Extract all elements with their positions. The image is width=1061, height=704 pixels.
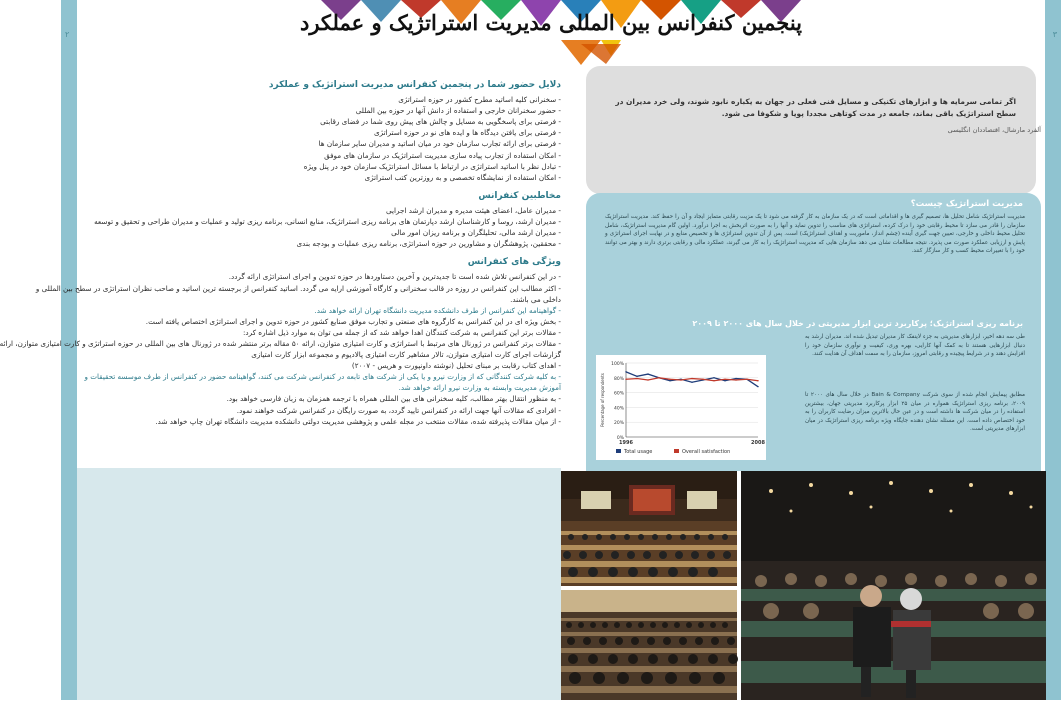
y-tick-label: 0% (616, 436, 624, 441)
section-heading: ویژگی های کنفرانس (467, 257, 561, 268)
legend-label: Total usage (624, 449, 653, 455)
series-1-point (757, 386, 758, 387)
list-item: داخلی می باشند. (510, 294, 561, 304)
list-item: - سخنرانی کلیه اساتید مطرح کشور در حوزه استراتژی (398, 95, 561, 105)
info-body: مدیریت استراتژیک شامل تحلیل ها، تصمیم گیری ها و اقداماتی است که در یک سازمان به کار گرفته می شود تا یک مزیت رقابتی متمایز ایجاد و آن را حفظ کند. مدیریت استراتژیک سازمان را قادر می سازد تا محیط رقابتی خود را درک کرده، استراتژی های مناسب را تدوین نماید و آنها را به صورت اثربخش به اجرا درآورد. اولین گام مدیریت استراتژیک، شامل تحلیل محیط داخلی و خارجی، تعیین جهت گیری آینده (چشم انداز، ماموریت و اهداف استراتژیک) است. پس از آن تدوین استراتژی ها و تخصیص منابع و در نهایت اجرای استراتژی و پایش و ارزیابی عملکرد صورت می پذیرد. نتیجه مطالعات نشان می دهد سازمان هایی که مدیریت استراتژیک را به کار می گیرند، عملکرد مالی و رقابتی برتری دارند و بهتر می توانند خود را با تغییرات محیط کسب و کار سازگار کنند. (605, 214, 1025, 255)
y-tick-label: 20% (613, 421, 624, 427)
list-item: - به منظور انتقال بهتر مطالب، کلیه سخنرانی های بین المللی همراه با ترجمه همزمان به زبان فارسی خواهد بود. (226, 394, 561, 404)
legend-swatch (616, 449, 621, 453)
list-item: - مدیران ارشد مالی، تحلیلگران و برنامه ریزان امور مالی (391, 228, 561, 238)
series-1-point (724, 380, 725, 381)
page-number-right: ۳ (1052, 30, 1057, 39)
conference-photo-1 (561, 471, 737, 586)
x-tick-label: 2008 (751, 440, 765, 446)
series-1-point (669, 380, 670, 381)
list-item: آموزش مدیریت وابسته به وزارت نیرو ارائه خواهد شد. (398, 383, 561, 393)
y-tick-label: 100% (611, 362, 624, 367)
list-item: - فرصتی برای ارائه تجارب سازمان خود در میان اساتید و مدیران سایر سازمان ها (318, 139, 561, 149)
legend-label: Overall satisfaction (682, 449, 731, 455)
series-2-point (647, 379, 648, 380)
section-features (0, 257, 561, 426)
series-2-point (757, 380, 758, 381)
list-item: - بخش ویژه ای در این کنفرانس به کارگروه های صنعتی و تجارب موفق صنایع کشور در حوزه تدوین و اجرای استراتژی اختصاص یافته است. (145, 316, 561, 326)
info-subtitle: برنامه ریزی استراتژیک؛ پرکاربرد ترین ابزار مدیریتی در خلال سال های ۲۰۰۰ تا ۲۰۰۹ (692, 319, 1023, 328)
series-2-point (669, 379, 670, 380)
info-title: مدیریت استراتژیک چیست؟ (910, 199, 1023, 209)
series-1-point (735, 378, 736, 379)
list-item: - در این کنفرانس تلاش شده است تا جدیدترین و آخرین دستاوردها در حوزه تدوین و اجرای استراتژی ارائه گردد. (228, 272, 561, 282)
list-item: - تبادل نظر با اساتید استراتژی در ارتباط با مسائل استراتژیک سازمان خود در پنل ویژه (303, 161, 561, 171)
right-edge-strip (1045, 0, 1061, 700)
series-2-point (658, 377, 659, 378)
line-chart-panel (596, 355, 766, 460)
series-2-point (702, 379, 703, 380)
list-item: - از میان مقالات پذیرفته شده، مقالات منتخب در مجله علمی و پژوهشی مدیریت دولتی دانشکده مدیریت دانشگاه تهران چاپ خواهد شد. (155, 416, 561, 426)
series-2-point (735, 379, 736, 380)
section-audience (94, 190, 561, 249)
series-1-point (647, 373, 648, 374)
list-item: گزارشات اجرای کارت امتیازی متوازن، تالار مشاهیر کارت امتیازی پالادیوم و مجموعه ابزار کارت امتیازی (251, 350, 561, 360)
left-edge-strip (61, 0, 77, 700)
list-item: - امکان استفاده از نمایشگاه تخصصی و به روزترین کتب استراتژی (364, 172, 561, 182)
series-2-point (713, 380, 714, 381)
quote-text: اگر تمامی سرمایه ها و ابزارهای تکنیکی و مسایل فنی فعلی در جهان به یکباره نابود شوند، ولی خرد مدیران در سطح استراتژیک باقی بماند، جامعه در مدت کوتاهی مجددا پویا و شکوفا می شود. (615, 97, 1016, 118)
list-item: - مدیران عامل، اعضای هیئت مدیره و مدیران ارشد اجرایی (386, 205, 561, 215)
bottom-color-band (77, 468, 561, 700)
conference-photo-3 (741, 471, 1046, 700)
series-2-point (625, 379, 626, 380)
y-tick-label: 80% (613, 376, 624, 382)
series-1-point (625, 371, 626, 372)
page-number-left: ۲ (65, 30, 70, 39)
info-body-third: مطابق پیمایش انجام شده از سوی شرکت Bain & Company در خلال سال های ۲۰۰۰ تا ۲۰۰۹، برنامه ریزی استراتژیک همواره در میان ۲۵ ابزار پرکاربرد مدیریتی جهان، بیشترین استفاده را در میان شرکت ها داشته است و در عین حال بالاترین میزان رضایت کاربران را به خود اختصاص داده است. این مسئله نشان دهنده جایگاه ویژه برنامه ریزی استراتژیک در میان ابزارهای مدیریتی است. (805, 392, 1025, 433)
list-item: - مقالات برتر این کنفرانس به شرکت کنندگان اهدا خواهد شد که از جمله می توان به موارد ذیل اشاره کرد: (243, 327, 561, 337)
list-item: - اهدای کتاب رقابت بر مبنای تحلیل (نوشته داونپورت و هریس - ۲۰۰۷) (351, 361, 561, 371)
series-1-point (691, 382, 692, 383)
list-item: - گواهینامه این کنفرانس از طرف دانشکده مدیریت دانشگاه تهران ارائه خواهد شد. (314, 305, 561, 315)
list-item: - به کلیه شرکت کنندگانی که از وزارت نیرو و یا یکی از شرکت های تابعه در کنفرانس شرکت می کنند، گواهینامه حضور در کنفرانس از طرف موسسه تحقیقات و (84, 372, 561, 382)
section-reasons (179, 80, 561, 183)
list-item: - مدیران ارشد، روسا و کارشناسان ارشد دپارتمان های برنامه ریزی استراتژیک، منابع انسانی، برنامه ریزی تولید و عملیات و مدیران طراحی و تحقیق و توسعه (94, 217, 561, 227)
x-tick-label: 1996 (619, 440, 633, 446)
series-1-point (636, 376, 637, 377)
series-2-point (746, 379, 747, 380)
series-2-point (636, 378, 637, 379)
conference-photo-2 (561, 590, 737, 700)
list-item: - اکثر مطالب این کنفرانس در روزه در قالب سخنرانی و کارگاه آموزشی ارایه می گردد. اساتید کنفرانس از برجسته ترین اساتید و صاحب نظران استراتژی در سطح بین المللی و (35, 283, 561, 293)
series-2-point (691, 378, 692, 379)
section-heading: مخاطبین کنفرانس (478, 190, 561, 201)
quote-author: آلفرد مارشال، اقتصاددان انگلیسی (947, 126, 1041, 134)
list-item: - امکان استفاده از تجارب پیاده سازی مدیریت استراتژیک در سازمان های موفق (324, 150, 561, 160)
y-tick-label: 40% (613, 406, 624, 412)
list-item: - مقالات برتر کنفرانس در ژورنال های مرتبط با استراتژی و کارت امتیازی متوازن، ارائه ۵۰ مقاله برتر منتشر شده در ژورنال های بین المللی در حوزه استراتژی و کارت امتیازی متوازن، ارائه (0, 338, 561, 348)
list-item: - افرادی که مقالات آنها جهت ارائه در کنفرانس تایید گردد، به صورت رایگان در کنفرانس شرکت خواهند نمود. (236, 405, 561, 415)
list-item: - حضور سخنرانان خارجی و استفاده از دانش آنها در حوزه بین المللی (355, 106, 561, 116)
y-axis-label: Percentage of respondents (600, 373, 605, 427)
series-2-point (680, 379, 681, 380)
series-1-point (713, 377, 714, 378)
list-item: - فرصتی برای یافتن دیدگاه ها و ایده های نو در حوزه استراتژی (374, 128, 561, 138)
info-body-second: طی سه دهه اخیر، ابزارهای مدیریتی به جزء لاینفک کار مدیران تبدیل شده اند. مدیران ارشد به دنبال ابزارهایی هستند تا به کمک آنها کارایی، بهره وری، کیفیت و نوآوری سازمان خود را افزایش دهند و در شرایط پیچیده و رقابتی امروز، سازمان را به سمت اهداف آن هدایت کنند. (805, 334, 1025, 358)
y-tick-label: 60% (613, 391, 624, 397)
legend-swatch (674, 449, 679, 453)
page-title: پنجمین کنفرانس بین المللی مدیریت استراتژیک و عملکرد (299, 10, 803, 35)
section-heading: دلایل حضور شما در پنجمین کنفرانس مدیریت استراتژیک و عملکرد (268, 80, 561, 90)
list-item: - محققین، پژوهشگران و مشاورین در حوزه استراتژی، برنامه ریزی عملیات و بودجه بندی (296, 239, 561, 249)
series-2-point (724, 379, 725, 380)
left-page-text (0, 78, 561, 463)
line-chart (596, 355, 766, 460)
list-item: - فرصتی برای پاسخگویی به مسایل و چالش های پیش روی شما در فضای رقابتی (320, 117, 561, 127)
